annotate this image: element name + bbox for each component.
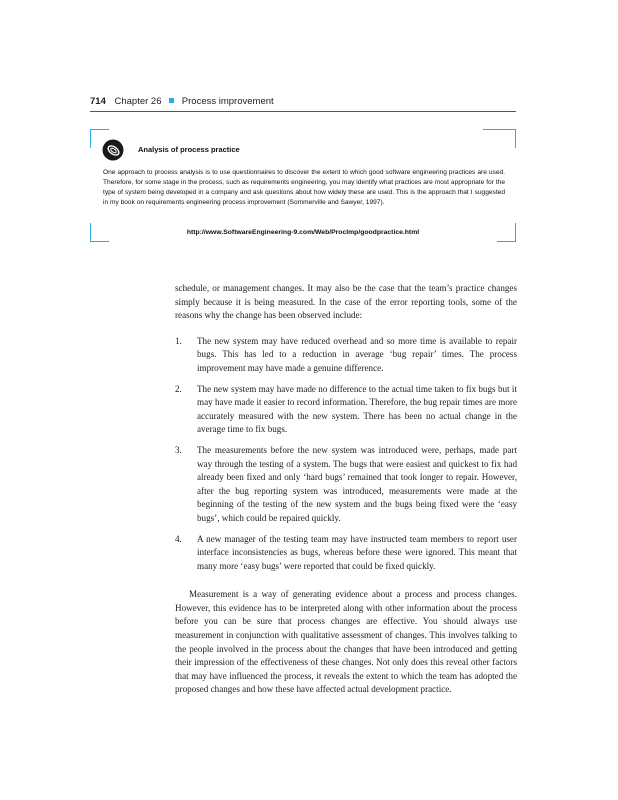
list-item	[175, 383, 517, 437]
list-item	[175, 444, 517, 526]
list-number: 2.	[175, 383, 182, 394]
header-rule	[90, 111, 516, 112]
list-item	[175, 335, 517, 376]
list-text: The new system may have reduced overhead and so more time is available to repair bugs. This has led to a reduction in average ‘bug repair’ times. The process improvement may have made a genuine difference.	[197, 335, 517, 373]
list-text: A new manager of the testing team may have instructed team members to report user interface inconsistencies as bugs, whereas before these were ignored. This meant that many more ‘easy bugs’ were reported that could be fixed quickly.	[197, 533, 517, 571]
closing-paragraph: Measurement is a way of generating evidence about a process and process changes. However, this evidence has to be interpreted along with other information about the process before you can be sure that process changes are effective. You should always use measurement in conjunction with qualitative assessment of changes. This involves talking to the people involved in the process about the changes that have been introduced and getting their impression of the effectiveness of these changes. Not only does this reveal other factors that may have influenced the process, it reveals the extent to which the team has adopted the proposed changes and how these have affected actual development practice.	[175, 589, 517, 695]
web-link-icon	[102, 139, 124, 161]
box-corner-top-right	[483, 129, 516, 148]
chapter-label: Chapter 26	[114, 96, 162, 107]
header-square-marker	[169, 98, 174, 103]
web-sidebar-box	[90, 129, 516, 242]
running-header	[90, 96, 516, 110]
body-text	[175, 282, 517, 697]
list-number: 3.	[175, 444, 182, 455]
reasons-list	[175, 335, 517, 574]
list-text: The new system may have made no difference to the actual time taken to fix bugs but it may have made it easier to record information. Therefore, the bug repair times are more accurately measured with the new system. There has been no actual change in the average time to fix bugs.	[197, 383, 517, 435]
section-label: Process improvement	[181, 96, 274, 107]
list-number: 4.	[175, 533, 182, 544]
intro-paragraph: schedule, or management changes. It may also be the case that the team’s practice changes simply because it is being measured. In the case of the error reporting tools, some of the reasons why the change has been observed include:	[175, 283, 517, 321]
list-text: The measurements before the new system was introduced were, perhaps, made part way through the testing of a system. The bugs that were easiest and quickest to fix had already been fixed and only ‘hard bugs’ remained that took longer to repair. However, after the bug reporting system was introduced, measurements were made at the beginning of the testing of the new system and the bugs being fixed were the ‘easy bugs’, which could be repaired quickly.	[197, 444, 517, 523]
page-number: 714	[90, 96, 106, 107]
box-body-text: One approach to process analysis is to use questionnaires to discover the extent to which good software engineering practices are used. Therefore, for some stage in the process, such as requirements engineering, you may identify what practices are most appropriate for the type of system being developed in a company and ask questions about how widely these are used. This is the approach that I suggested in my book on requirements engineering process improvement (Sommerville and Sawyer, 1997).	[103, 169, 505, 206]
box-url-link[interactable]: http://www.SoftwareEngineering-9.com/Web/ProcImp/goodpractice.html	[186, 229, 420, 236]
list-number: 1.	[175, 335, 182, 346]
list-item	[175, 533, 517, 574]
box-title: Analysis of process practice	[138, 145, 240, 154]
